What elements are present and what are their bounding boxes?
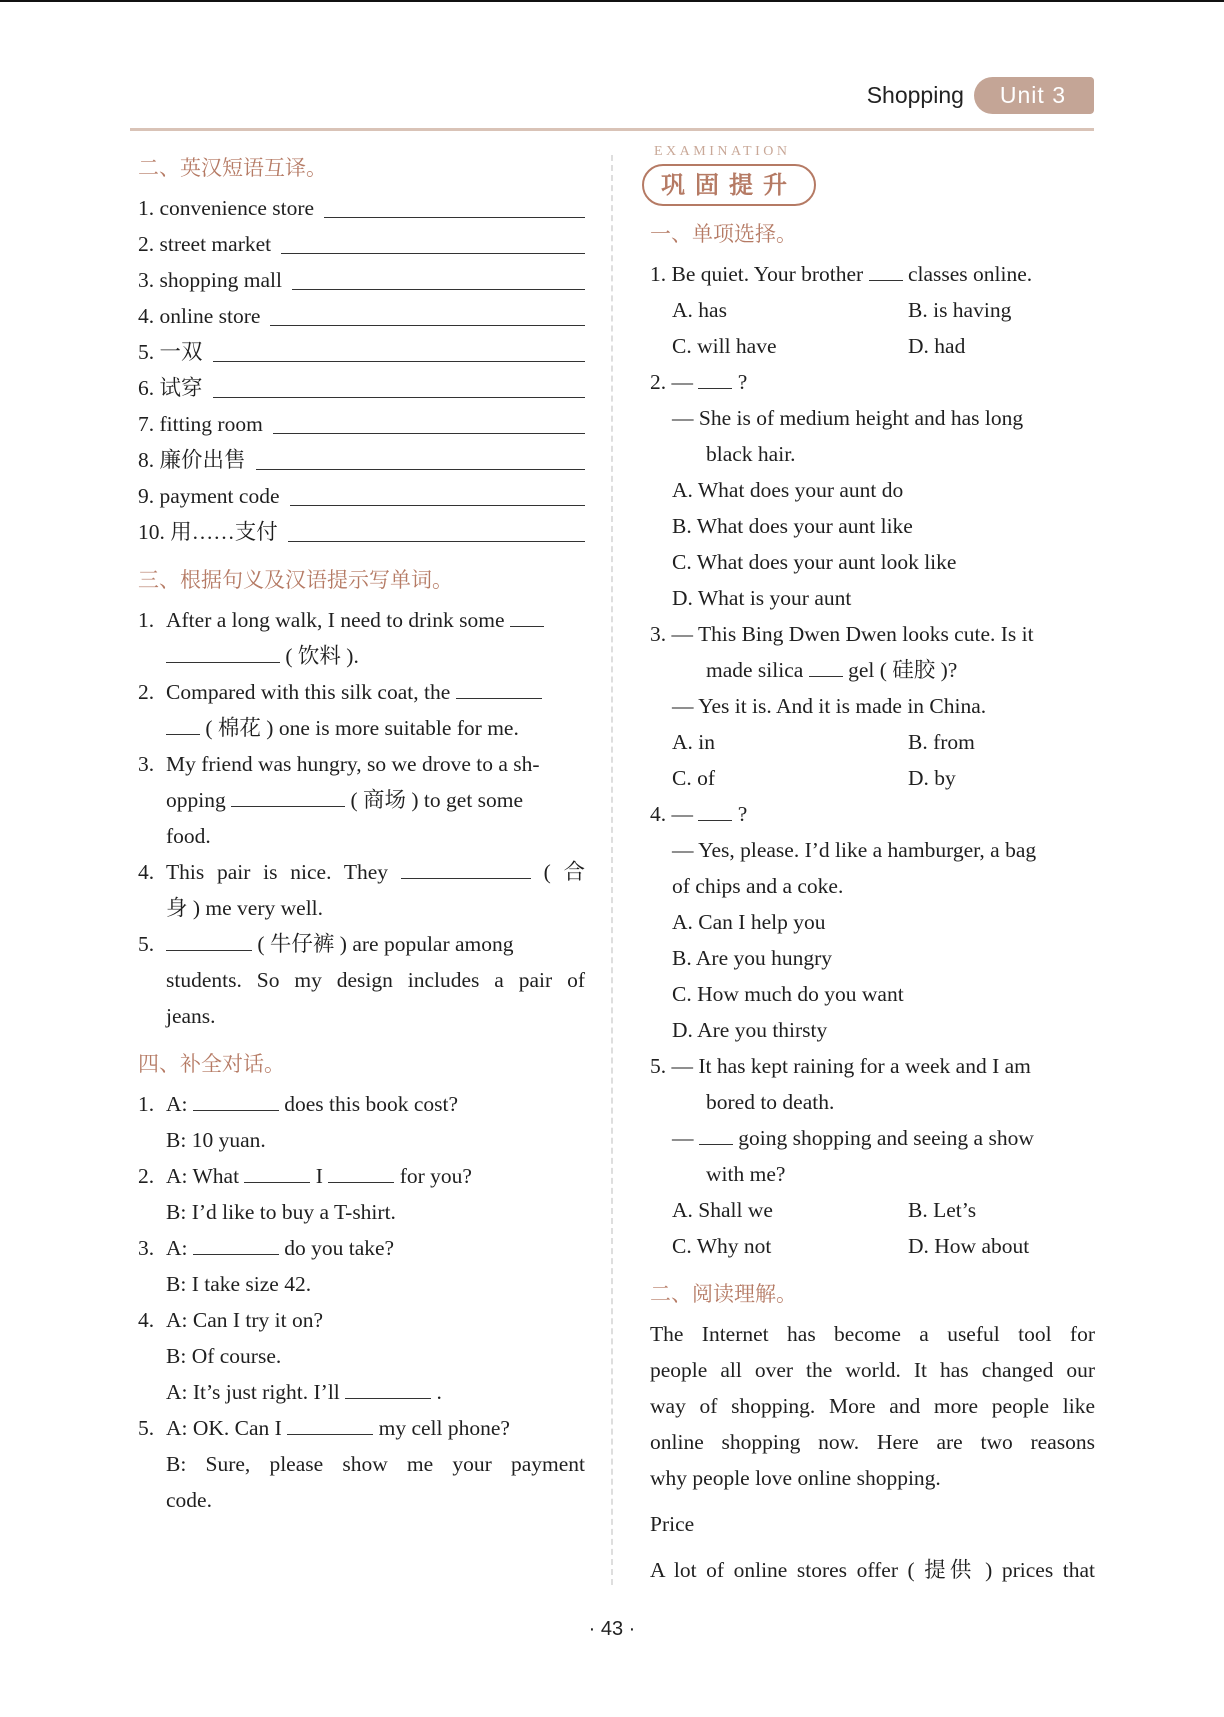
answer-blank[interactable] — [166, 930, 252, 951]
question-item: 1. Be quiet. Your brother classes online. A. has B. is having C. will have D. had — [650, 256, 1095, 364]
answer-blank[interactable] — [699, 1124, 733, 1145]
option[interactable]: B. Are you hungry — [672, 946, 833, 970]
answer-blank[interactable] — [345, 1378, 431, 1399]
option[interactable]: A. in — [672, 730, 715, 754]
exam-badge: 巩固提升 — [642, 164, 816, 206]
answer-blank[interactable] — [510, 606, 544, 627]
answer-line[interactable] — [292, 288, 585, 290]
answer-line[interactable] — [281, 252, 585, 254]
question-item: 2. — ? — She is of medium height and has long black hair. A. What does your aunt do B. What does your aunt like C. What does your aunt look like D. What is your aunt — [650, 364, 1095, 616]
question-item: 4. — ? — Yes, please. I’d like a hamburger, a bag of chips and a coke. A. Can I help you B. Are you hungry C. How much do you want D. Are you thirsty — [650, 796, 1095, 1048]
top-border — [0, 0, 1224, 2]
answer-blank[interactable] — [166, 642, 280, 663]
answer-line[interactable] — [273, 432, 585, 434]
question-item: 5. ( 牛仔裤 ) are popular among students. So my design includes a pair of jeans. — [138, 932, 585, 1028]
section-title-choice: 一、单项选择。 — [650, 222, 797, 246]
examination-banner — [650, 144, 1095, 214]
option[interactable]: A. What does your aunt do — [672, 478, 904, 502]
question-item: 1. After a long walk, I need to drink some ( 饮料 ). — [138, 602, 585, 674]
answer-blank[interactable] — [244, 1162, 310, 1183]
left-column — [138, 150, 585, 1518]
answer-blank[interactable] — [193, 1090, 279, 1111]
option[interactable]: C. of — [672, 766, 715, 790]
unit-badge: Unit 3 — [974, 77, 1094, 114]
examination-label: EXAMINATION — [654, 144, 791, 159]
section-title-dialogue: 四、补全对话。 — [138, 1052, 285, 1076]
answer-blank[interactable] — [287, 1414, 373, 1435]
option[interactable]: D. Are you thirsty — [672, 1018, 828, 1042]
question-item: 2. Compared with this silk coat, the ( 棉花 ) one is more suitable for me. — [138, 674, 585, 746]
question-item: 4. This pair is nice. They ( 合 身 ) me very well. — [138, 860, 585, 920]
list-item: 2. street market — [138, 226, 585, 262]
list-item: 8. 廉价出售 — [138, 442, 585, 478]
translation-list — [138, 190, 585, 550]
option[interactable]: A. Can I help you — [672, 910, 826, 934]
option[interactable]: B. from — [908, 730, 975, 754]
list-item: 6. 试穿 — [138, 370, 585, 406]
answer-blank[interactable] — [456, 678, 542, 699]
answer-blank[interactable] — [401, 858, 531, 879]
dialogue-item: 4. A: Can I try it on? B: Of course. A: It’s just right. I’ll . — [138, 1308, 442, 1404]
option[interactable]: D. had — [908, 334, 966, 358]
section-title-fill-words: 三、根据句义及汉语提示写单词。 — [138, 568, 453, 592]
section-title-translation: 二、英汉短语互译。 — [138, 156, 327, 180]
reading-passage: The Internet has become a useful tool for people all over the world. It has changed our way of shopping. More and more people like online shopping now. Here are two reasons why people love online shopping. Price A lot of online stores offer ( 提供 ) prices that — [650, 1322, 1095, 1582]
list-item: 7. fitting room — [138, 406, 585, 442]
list-item: 3. shopping mall — [138, 262, 585, 298]
option[interactable]: B. Let’s — [908, 1198, 977, 1222]
option[interactable]: A. Shall we — [672, 1198, 773, 1222]
question-item: 3. My friend was hungry, so we drove to a sh- opping ( 商场 ) to get some food. — [138, 752, 540, 848]
answer-blank[interactable] — [809, 656, 843, 677]
option[interactable]: A. has — [672, 298, 727, 322]
dialogue-item: 3. A: do you take? B: I take size 42. — [138, 1236, 395, 1296]
answer-blank[interactable] — [698, 368, 732, 389]
section-title-reading: 二、阅读理解。 — [650, 1282, 797, 1306]
list-item: 1. convenience store — [138, 190, 585, 226]
answer-line[interactable] — [270, 324, 585, 326]
option[interactable]: D. What is your aunt — [672, 586, 852, 610]
right-column — [650, 144, 1095, 1588]
answer-line[interactable] — [324, 216, 585, 218]
answer-line[interactable] — [213, 360, 585, 362]
header-title: Shopping — [866, 81, 964, 108]
answer-blank[interactable] — [193, 1234, 279, 1255]
list-item: 4. online store — [138, 298, 585, 334]
option[interactable]: B. What does your aunt like — [672, 514, 913, 538]
column-divider — [611, 155, 613, 1585]
option[interactable]: C. What does your aunt look like — [672, 550, 957, 574]
reading-heading: Price — [650, 1512, 695, 1536]
question-item: 5. — It has kept raining for a week and I am bored to death. — going shopping and seeing a show with me? A. Shall we B. Let’s C. Why not D. How about — [650, 1048, 1095, 1264]
option[interactable]: C. will have — [672, 334, 777, 358]
question-item: 3. — This Bing Dwen Dwen looks cute. Is it made silica gel ( 硅胶 )? — Yes it is. And it is made in China. A. in B. from C. of D. by — [650, 616, 1095, 796]
answer-line[interactable] — [288, 540, 585, 542]
answer-line[interactable] — [290, 504, 586, 506]
option[interactable]: B. is having — [908, 298, 1012, 322]
answer-line[interactable] — [256, 468, 585, 470]
list-item: 9. payment code — [138, 478, 585, 514]
page-number: · 43 · — [588, 1618, 636, 1640]
list-item: 10. 用……支付 — [138, 514, 585, 550]
option[interactable]: D. How about — [908, 1234, 1030, 1258]
list-item: 5. 一双 — [138, 334, 585, 370]
option[interactable]: C. Why not — [672, 1234, 772, 1258]
dialogue-item: 5. A: OK. Can I my cell phone? B: Sure, please show me your payment code. — [138, 1416, 585, 1512]
options — [650, 724, 1095, 796]
answer-blank[interactable] — [698, 800, 732, 821]
header-rule — [130, 128, 1094, 131]
dialogue-item: 1. A: does this book cost? B: 10 yuan. — [138, 1092, 459, 1152]
options — [650, 292, 1095, 364]
answer-blank[interactable] — [328, 1162, 394, 1183]
option[interactable]: D. by — [908, 766, 956, 790]
answer-line[interactable] — [213, 396, 585, 398]
page-header — [867, 74, 1094, 116]
options — [650, 1192, 1095, 1264]
answer-blank[interactable] — [166, 714, 200, 735]
option[interactable]: C. How much do you want — [672, 982, 904, 1006]
dialogue-item: 2. A: What I for you? B: I’d like to buy a T-shirt. — [138, 1164, 472, 1224]
answer-blank[interactable] — [869, 260, 903, 281]
answer-blank[interactable] — [231, 786, 345, 807]
